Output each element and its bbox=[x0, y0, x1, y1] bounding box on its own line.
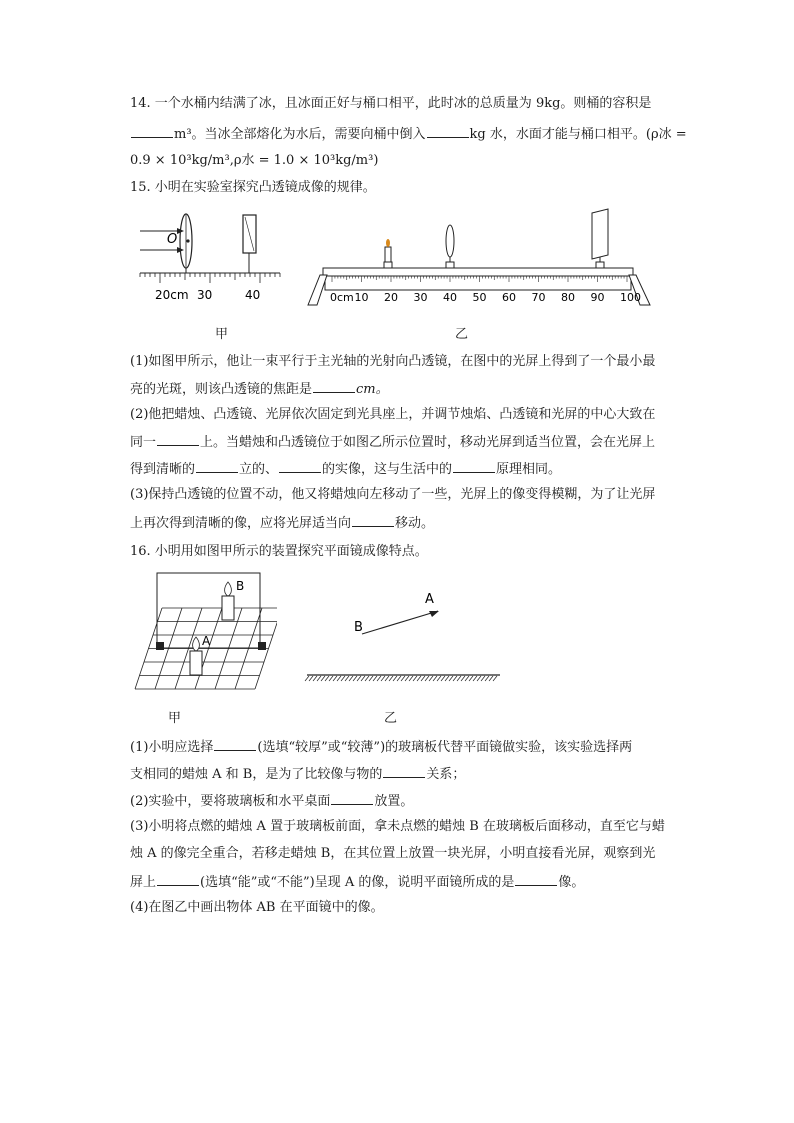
flame-icon bbox=[386, 239, 390, 247]
text: 亮的光斑，则该凸透镜的焦距是 bbox=[130, 382, 313, 397]
clamp-right-icon bbox=[258, 642, 266, 650]
tick-label: 30 bbox=[413, 291, 428, 304]
object-ab-arrow bbox=[362, 611, 438, 634]
tick-label: 70 bbox=[531, 291, 546, 304]
fig16a-caption: 甲 bbox=[168, 711, 182, 726]
q15-blank-size[interactable] bbox=[279, 458, 321, 473]
q14-blank-water[interactable] bbox=[427, 123, 469, 138]
text: 上。当蜡烛和凸透镜位于如图乙所示位置时，移动光屏到适当位置，会在光屏上 bbox=[200, 435, 656, 450]
q16-p1-line1 bbox=[130, 736, 632, 758]
light-screen-icon bbox=[592, 209, 608, 259]
text: 关系； bbox=[426, 767, 466, 782]
q15-p2-line2 bbox=[130, 431, 655, 453]
q14-text-b: kg 水，水面才能与桶口相平。(ρ冰 = bbox=[469, 127, 687, 142]
q15-blank-device[interactable] bbox=[453, 458, 495, 473]
q16-p3-line2: 烛 A 的像完全重合，若移走蜡烛 B，在其位置上放置一块光屏，小明直接看光屏，观察到光 bbox=[130, 846, 656, 861]
candle-a-icon bbox=[190, 651, 202, 675]
q15-blank-height[interactable] bbox=[157, 431, 199, 446]
candle-b-icon bbox=[222, 596, 234, 620]
convex-lens-icon bbox=[446, 225, 454, 257]
text: 的实像，这与生活中的 bbox=[322, 462, 453, 477]
fig16b-caption: 乙 bbox=[384, 711, 398, 726]
text: (选填“能”或“不能”)呈现 A 的像，说明平面镜所成的是 bbox=[200, 875, 515, 890]
q16-blank-image-type[interactable] bbox=[515, 871, 557, 886]
tick-label: 30 bbox=[197, 288, 213, 302]
candle-icon bbox=[385, 247, 391, 262]
text: (选填“较厚”或“较薄”)的玻璃板代替平面镜做实验，该实验选择两 bbox=[257, 740, 633, 755]
tick-label: 10 bbox=[354, 291, 369, 304]
flame-icon bbox=[225, 582, 232, 596]
q15-p3-line1: (3)保持凸透镜的位置不动，他又将蜡烛向左移动了一些，光屏上的像变得模糊，为了让光屏 bbox=[130, 487, 656, 502]
q16-p4: (4)在图乙中画出物体 AB 在平面镜中的像。 bbox=[130, 900, 384, 915]
tick-label: 0cm bbox=[330, 291, 354, 304]
q14-line3: 0.9 × 10³kg/m³,ρ水 = 1.0 × 10³kg/m³) bbox=[130, 153, 379, 168]
q15-blank-focal[interactable] bbox=[313, 378, 355, 393]
candle-a-label: A bbox=[202, 634, 211, 648]
q14-line2 bbox=[130, 123, 687, 145]
point-b-label: B bbox=[354, 620, 363, 635]
text: 同一 bbox=[130, 435, 157, 450]
tick-label: 40 bbox=[443, 291, 457, 304]
q14-line1: 14. 一个水桶内结满了冰，且冰面正好与桶口相平，此时冰的总质量为 9kg。则桶的容积是 bbox=[130, 96, 652, 111]
bench-leg-left bbox=[308, 275, 327, 305]
q16-p2 bbox=[130, 790, 413, 812]
q14-blank-volume[interactable] bbox=[131, 123, 173, 138]
text: 屏上 bbox=[130, 875, 157, 890]
mirror-drawing-figure bbox=[300, 585, 510, 690]
text: 移动。 bbox=[395, 516, 435, 531]
tick-label: 20cm bbox=[155, 288, 189, 302]
q15-p2-line1: (2)他把蜡烛、凸透镜、光屏依次固定到光具座上，并调节烛焰、凸透镜和光屏的中心大致在 bbox=[130, 407, 656, 422]
optical-bench-figure bbox=[305, 205, 660, 310]
q15-p2-line3 bbox=[130, 458, 561, 480]
clamp-left-icon bbox=[156, 642, 164, 650]
tick-label: 20 bbox=[384, 291, 398, 304]
text: 像。 bbox=[558, 875, 585, 890]
tick-label: 40 bbox=[245, 288, 261, 302]
fig15b-caption: 乙 bbox=[455, 327, 469, 342]
tick-label: 60 bbox=[502, 291, 516, 304]
q15-p3-line2 bbox=[130, 512, 434, 534]
q16-stem: 16. 小明用如图甲所示的装置探究平面镜成像特点。 bbox=[130, 544, 428, 559]
arrow-head-icon bbox=[429, 611, 439, 617]
q15-stem: 15. 小明在实验室探究凸透镜成像的规律。 bbox=[130, 180, 376, 195]
tick-label: 90 bbox=[590, 291, 605, 304]
q15-p1-line1: (1)如图甲所示，他让一束平行于主光轴的光射向凸透镜，在图中的光屏上得到了一个最小最 bbox=[130, 354, 656, 369]
q16-p3-line1: (3)小明将点燃的蜡烛 A 置于玻璃板前面，拿未点燃的蜡烛 B 在玻璃板后面移动，直至它与蜡 bbox=[130, 819, 665, 834]
text: 原理相同。 bbox=[496, 462, 562, 477]
flame-icon bbox=[193, 637, 200, 651]
tick-label: 50 bbox=[472, 291, 487, 304]
q16-blank-relation[interactable] bbox=[383, 763, 425, 778]
text: cm。 bbox=[356, 382, 389, 397]
point-a-label: A bbox=[425, 592, 434, 607]
q16-blank-can[interactable] bbox=[157, 871, 199, 886]
tick-label: 100 bbox=[620, 291, 641, 304]
plane-mirror-figure bbox=[132, 570, 277, 695]
text: 支相同的蜡烛 A 和 B，是为了比较像与物的 bbox=[130, 767, 383, 782]
text: (1)小明应选择 bbox=[130, 740, 214, 755]
q15-blank-direction[interactable] bbox=[352, 512, 394, 527]
q15-blank-orientation[interactable] bbox=[196, 458, 238, 473]
text: 上再次得到清晰的像，应将光屏适当向 bbox=[130, 516, 352, 531]
text: 得到清晰的 bbox=[130, 462, 196, 477]
lens-center-label: O bbox=[167, 232, 178, 247]
candle-b-label: B bbox=[236, 579, 245, 593]
fig15a-caption: 甲 bbox=[215, 327, 229, 342]
tick-label: 80 bbox=[561, 291, 575, 304]
q16-blank-orientation[interactable] bbox=[331, 790, 373, 805]
ruler-a bbox=[140, 273, 280, 283]
q14-text-a: m³。当冰全部熔化为水后，需要向桶中倒入 bbox=[174, 127, 426, 142]
q16-p1-line2 bbox=[130, 763, 465, 785]
text: 立的、 bbox=[239, 462, 279, 477]
lens-focus-figure bbox=[135, 205, 285, 305]
text: (2)实验中，要将玻璃板和水平桌面 bbox=[130, 794, 331, 809]
q16-p3-line3 bbox=[130, 871, 584, 893]
q15-p1-line2 bbox=[130, 378, 389, 400]
text: 放置。 bbox=[374, 794, 414, 809]
q16-blank-thickness[interactable] bbox=[214, 736, 256, 751]
